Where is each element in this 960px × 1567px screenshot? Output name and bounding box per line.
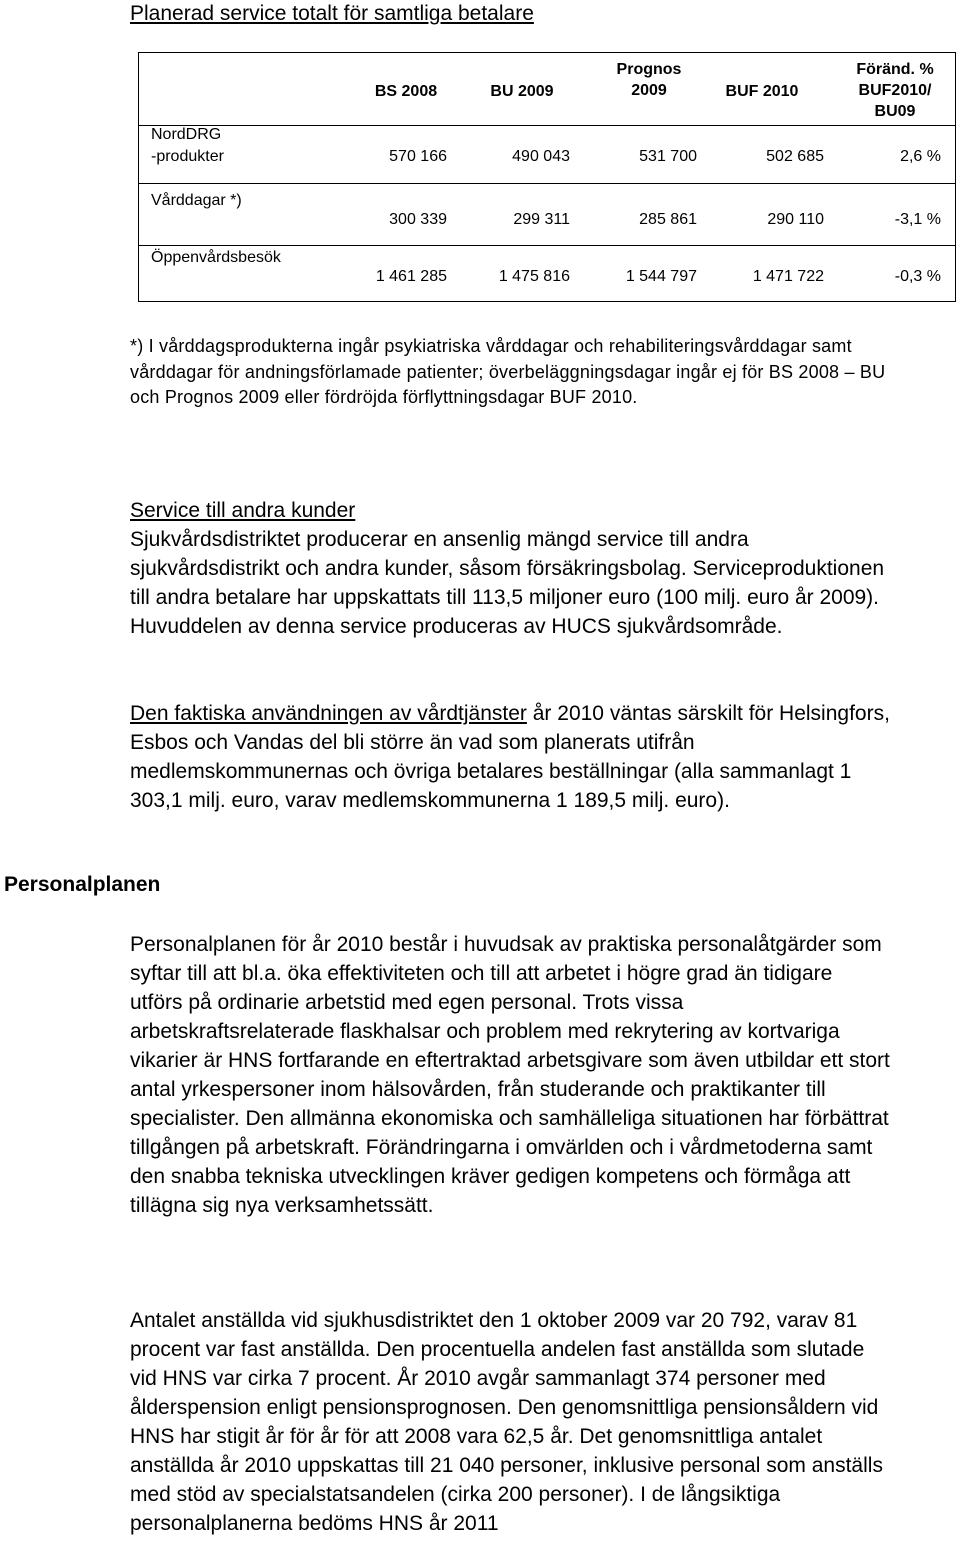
cell-bs2008: 570 166 (389, 148, 447, 165)
cell-buf2010: 502 685 (766, 148, 824, 165)
cell-bu2009: 299 311 (513, 211, 570, 228)
page-title: Planerad service totalt för samtliga betalare (130, 2, 534, 25)
cell-change: 2,6 % (900, 148, 941, 165)
row-label-line1: NordDRG (151, 126, 222, 143)
header-bs2008: BS 2008 (374, 83, 438, 100)
header-bu2009: BU 2009 (490, 83, 554, 100)
actual-use-paragraph (130, 699, 890, 815)
header-buf2010: BUF 2010 (725, 83, 799, 100)
cell-buf2010: 290 110 (767, 211, 824, 228)
service-heading: Service till andra kunder (130, 499, 356, 522)
actual-use-body: år 2010 väntas särskilt för Helsingfors, Esbos och Vandas del bli större än vad som planerats utifrån medlemskommunernas och övriga betalares beställningar (alla sammanlagt 1 303,1 milj. euro, varav medlemskommunerna 1 189,5 milj. euro). (130, 702, 890, 812)
personnel-paragraph-1: Personalplanen för år 2010 består i huvudsak av praktiska personalåtgärder som syftar till att bl.a. öka effektiviteten och till att arbetet i högre grad än tidigare utförs på ordinarie arbetstid med egen personal. Trots vissa arbetskraftsrelaterade flaskhalsar och problem med rekrytering av kortvariga vikarier är HNS fortfarande en eftertraktad arbetsgivare som även utbildar ett stort antal yrkespersoner inom hälsovården, från studerande och praktikanter till specialister. Den allmänna ekonomiska och samhälleliga situationen har förbättrat tillgången på arbetskraft. Förändringarna i omvärlden och i vårdmetoderna samt den snabba tekniska utvecklingen kräver gedigen kompetens och förmåga att tillägna sig nya verksamhetssätt. (130, 933, 890, 1217)
cell-buf2010: 1 471 722 (752, 268, 824, 285)
cell-prognos2009: 285 861 (639, 211, 697, 228)
cell-change: -0,3 % (894, 268, 941, 285)
cell-bs2008: 300 339 (389, 211, 447, 228)
actual-use-lead: Den faktiska användningen av vårdtjänster (130, 702, 527, 725)
row-label-varddagar: Vårddagar *) (151, 192, 242, 209)
cell-prognos2009: 531 700 (639, 148, 697, 165)
service-body: Sjukvårdsdistriktet producerar en ansenlig mängd service till andra sjukvårdsdistrikt och andra kunder, såsom försäkringsbolag. Serviceproduktionen till andra betalare har uppskattats till 113,5 miljoner euro (100 milj. euro år 2009). Huvuddelen av denna service produceras av HUCS sjukvårdsområde. (130, 528, 885, 638)
service-table (138, 52, 956, 302)
cell-bs2008: 1 461 285 (375, 268, 447, 285)
header-change-line1: Föränd. % (856, 61, 934, 78)
table-footnote: *) I vårddagsprodukterna ingår psykiatriska vårddagar och rehabiliteringsvårddagar samt vårddagar för andningsförlamade patienter; överbeläggningsdagar ingår ej för BS 2008 – BU och Prognos 2009 eller fördröjda förflyttningsdagar BUF 2010. (130, 336, 886, 407)
personnel-plan-side-heading: Personalplanen (4, 873, 161, 896)
row-label-norddrg (151, 124, 224, 168)
cell-prognos2009: 1 544 797 (625, 268, 697, 285)
service-section (130, 496, 890, 641)
header-change (839, 59, 951, 122)
header-prognos-line1: Prognos (616, 61, 682, 78)
header-prognos-line2: 2009 (631, 82, 667, 99)
header-divider (139, 125, 955, 126)
cell-bu2009: 490 043 (512, 148, 570, 165)
cell-change: -3,1 % (894, 211, 941, 228)
row-divider (139, 183, 955, 184)
row-divider (139, 245, 955, 246)
header-change-line2: BUF2010/ (858, 82, 932, 99)
header-prognos2009 (594, 59, 704, 101)
header-change-line3: BU09 (874, 103, 916, 120)
row-label-oppenvardsbesok: Öppenvårdsbesök (151, 249, 281, 266)
row-label-line2: -produkter (151, 148, 224, 165)
cell-bu2009: 1 475 816 (498, 268, 570, 285)
personnel-paragraph-2: Antalet anställda vid sjukhusdistriktet den 1 oktober 2009 var 20 792, varav 81 procent var fast anställda. Den procentuella andelen fast anställda som slutade vid HNS var cirka 7 procent. År 2010 avgår sammanlagt 374 personer med ålderspension enligt pensionsprognosen. Den genomsnittliga pensionsåldern vid HNS har stigit år för år för att 2008 vara 62,5 år. Det genomsnittliga antalet anställda år 2010 uppskattas till 21 040 personer, inklusive personal som anställs med stöd av specialstatsandelen (cirka 200 personer). I de långsiktiga personalplanerna bedöms HNS år 2011 (130, 1309, 883, 1535)
